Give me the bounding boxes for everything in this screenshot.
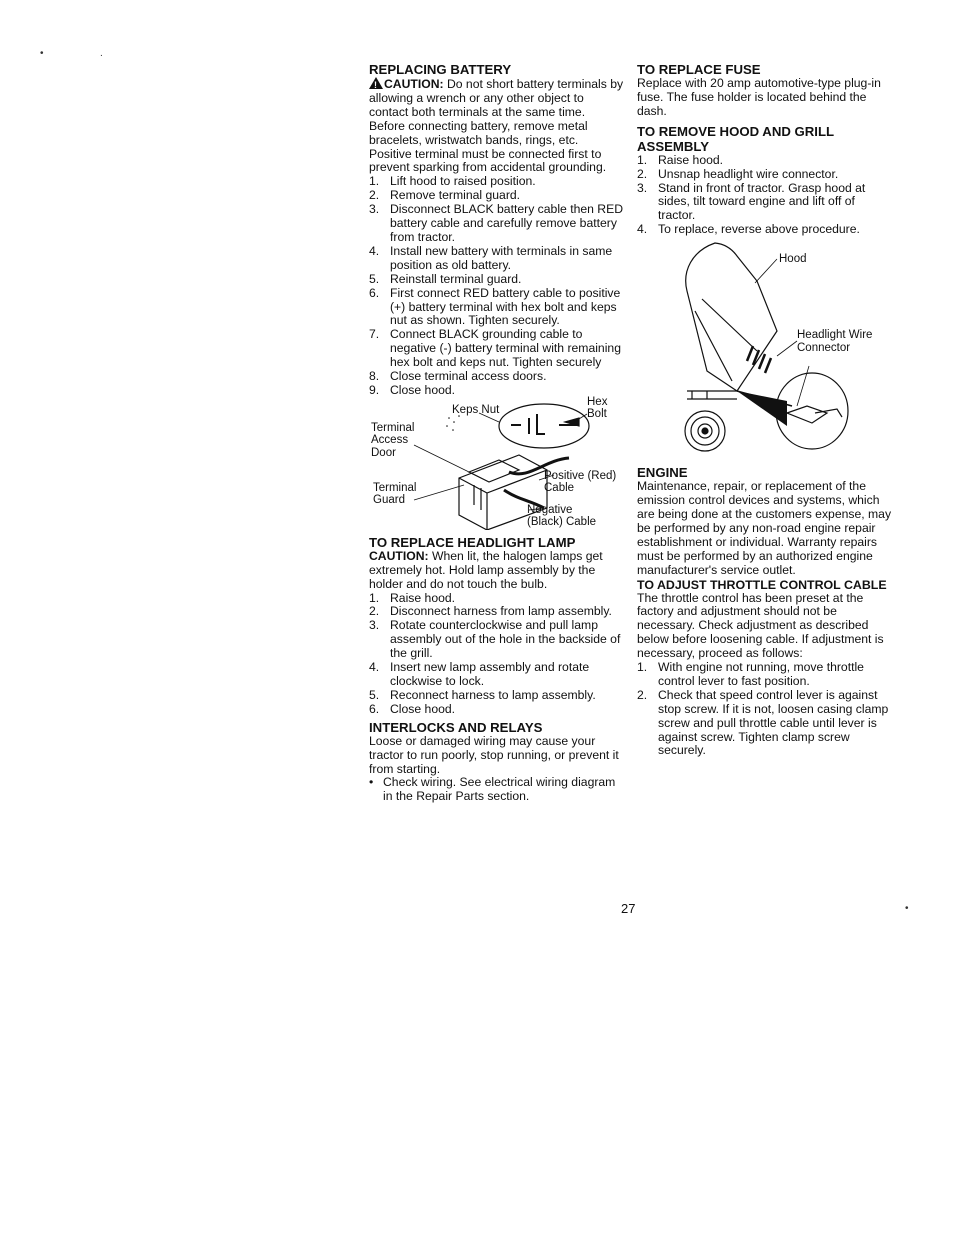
list-item-text: With engine not running, move throttle control lever to fast position. (658, 660, 864, 688)
list-item-number: 5. (369, 271, 380, 286)
list-item-number: 3. (637, 180, 648, 195)
list-item-text: Disconnect BLACK battery cable then RED battery cable and carefully remove battery from tractor. (390, 202, 624, 244)
left-column (369, 62, 624, 804)
list-item (369, 776, 624, 804)
list-item (369, 370, 624, 384)
interlocks-heading: INTERLOCKS AND RELAYS (369, 719, 543, 735)
list-item-number: 8. (369, 369, 380, 384)
list-item-text: Close hood. (390, 382, 456, 397)
list-item (637, 689, 895, 759)
keps-nut-label: Keps Nut (452, 403, 500, 416)
list-item-number: 7. (369, 327, 380, 342)
list-item-number: 2. (637, 166, 648, 181)
list-item-number: 6. (369, 285, 380, 300)
list-item (369, 273, 624, 287)
list-item (369, 605, 624, 619)
list-item-text: Check that speed control lever is against stop screw. If it is not, loosen casing clamp screw and pull throttle cable until lever is against screw. Tighten clamp screw securely. (658, 687, 889, 758)
list-item-text: Check wiring. See electrical wiring diagram in the Repair Parts section. (383, 775, 616, 804)
throttle-heading: TO ADJUST THROTTLE CONTROL CABLE (637, 577, 887, 592)
scan-speck: . (100, 48, 103, 59)
fuse-text: Replace with 20 amp automotive-type plug-in fuse. The fuse holder is located behind the dash. (637, 76, 881, 118)
list-item (369, 189, 624, 203)
list-item (369, 203, 624, 245)
scan-speck: • (905, 903, 909, 914)
list-item-text: Close terminal access doors. (390, 369, 547, 384)
list-item (369, 245, 624, 273)
list-item (369, 328, 624, 370)
hood-figure (637, 241, 895, 461)
list-item-number: 5. (369, 687, 380, 702)
list-item-number: 3. (369, 618, 380, 633)
interlocks-bullets (369, 776, 624, 804)
warning-triangle-icon (369, 77, 383, 89)
caution-label: CAUTION: (384, 77, 444, 91)
list-item-text: Disconnect harness from lamp assembly. (390, 604, 612, 619)
list-item-text: Close hood. (390, 701, 456, 716)
list-item-text: Reinstall terminal guard. (390, 271, 522, 286)
headlight-steps (369, 592, 624, 717)
list-item (637, 154, 895, 168)
list-item-text: Insert new lamp assembly and rotate clockwise to lock. (390, 660, 590, 688)
list-item-number: 4. (369, 243, 380, 258)
right-column (637, 62, 895, 758)
page-number: 27 (621, 901, 636, 916)
list-item-text: Raise hood. (390, 590, 456, 605)
caution-label: CAUTION: (369, 548, 429, 563)
list-item-number: 4. (637, 222, 648, 237)
engine-text: Maintenance, repair, or replacement of the emission control devices and systems, which are being done at the customers expense, may be performed by any non-road engine repair establishment or individual. Warranty repairs must be performed by an authorized engine manufacturer's service outlet. (637, 479, 892, 577)
list-item (369, 689, 624, 703)
list-item-number: 1. (637, 152, 648, 167)
list-item-text: Stand in front of tractor. Grasp hood at sides, tilt toward engine and lift off of tractor. (658, 180, 866, 223)
headlight-connector-label: Headlight Wire Connector (797, 329, 873, 354)
throttle-text: The throttle control has been preset at the factory and adjustment should not be necessary. Check adjustment as described below before loosening cable. If adjustment is necessary, proceed as follows: (637, 590, 884, 661)
list-item-text: Unsnap headlight wire connector. (658, 166, 839, 181)
fuse-heading: TO REPLACE FUSE (637, 62, 761, 77)
caution-text: Do not short battery terminals by allowing a wrench or any other object to contact both terminals at the same time. Before connecting battery, remove metal bracelets, wristwatch bands, rings, etc. (369, 77, 624, 147)
list-item-number: 1. (369, 174, 380, 189)
hex-bolt-label: Hex Bolt (587, 395, 608, 421)
terminal-guard-label: Terminal Guard (373, 481, 417, 507)
throttle-steps (637, 661, 895, 758)
list-item (637, 168, 895, 182)
scan-speck: • (40, 48, 44, 59)
hood-label: Hood (779, 253, 807, 266)
list-item (369, 619, 624, 661)
list-item-text: Reconnect harness to lamp assembly. (390, 687, 596, 702)
replacing-battery-heading: REPLACING BATTERY (369, 62, 512, 77)
list-item-text: Rotate counterclockwise and pull lamp assembly out of the hole in the backside of the grill. (390, 618, 621, 661)
list-item-text: Remove terminal guard. (390, 188, 521, 203)
list-item-number: • (369, 775, 374, 790)
terminal-access-door-label: Terminal Access Door (371, 421, 415, 459)
interlocks-text: Loose or damaged wiring may cause your tractor to run poorly, stop running, or prevent it from starting. (369, 733, 619, 776)
list-item-text: Connect BLACK grounding cable to negative (-) battery terminal with remaining hex bolt and keps nut. Tighten securely (390, 327, 621, 370)
list-item-number: 1. (637, 660, 648, 675)
list-item-text: Install new battery with terminals in same position as old battery. (390, 243, 613, 272)
list-item-text: First connect RED battery cable to positive (+) battery terminal with hex bolt and keps nut as shown. Tighten securely. (390, 285, 621, 328)
engine-heading: ENGINE (637, 465, 688, 481)
negative-cable-label: Negative (Black) Cable (527, 503, 597, 529)
battery-caution (369, 77, 624, 148)
headlight-caution (369, 550, 624, 592)
list-item-text: To replace, reverse above procedure. (658, 222, 860, 237)
list-item (369, 703, 624, 717)
list-item (637, 182, 895, 224)
list-item (637, 661, 895, 689)
list-item-number: 2. (369, 604, 380, 619)
headlight-lamp-heading: TO REPLACE HEADLIGHT LAMP (369, 534, 576, 550)
hood-grill-steps (637, 154, 895, 237)
list-item-number: 4. (369, 660, 380, 675)
list-item-number: 2. (637, 687, 648, 702)
caution-text: When lit, the halogen lamps get extremely hot. Hold lamp assembly by the holder and do not touch the bulb. (369, 548, 603, 591)
list-item-number: 3. (369, 202, 380, 217)
list-item-number: 1. (369, 590, 380, 605)
list-item (369, 175, 624, 189)
list-item (369, 661, 624, 689)
list-item (369, 287, 624, 329)
battery-figure (369, 395, 624, 530)
battery-note: Positive terminal must be connected first to prevent sparking from accidental grounding. (369, 146, 607, 175)
list-item-text: Raise hood. (658, 152, 724, 167)
hood-grill-heading: TO REMOVE HOOD AND GRILL ASSEMBLY (637, 123, 834, 154)
list-item-text: Lift hood to raised position. (390, 174, 536, 189)
list-item-number: 9. (369, 382, 380, 397)
list-item (637, 223, 895, 237)
battery-steps (369, 175, 624, 398)
list-item (369, 592, 624, 606)
list-item-number: 2. (369, 188, 380, 203)
list-item-number: 6. (369, 701, 380, 716)
list-item (369, 384, 624, 398)
positive-cable-label: Positive (Red) Cable (544, 469, 617, 495)
